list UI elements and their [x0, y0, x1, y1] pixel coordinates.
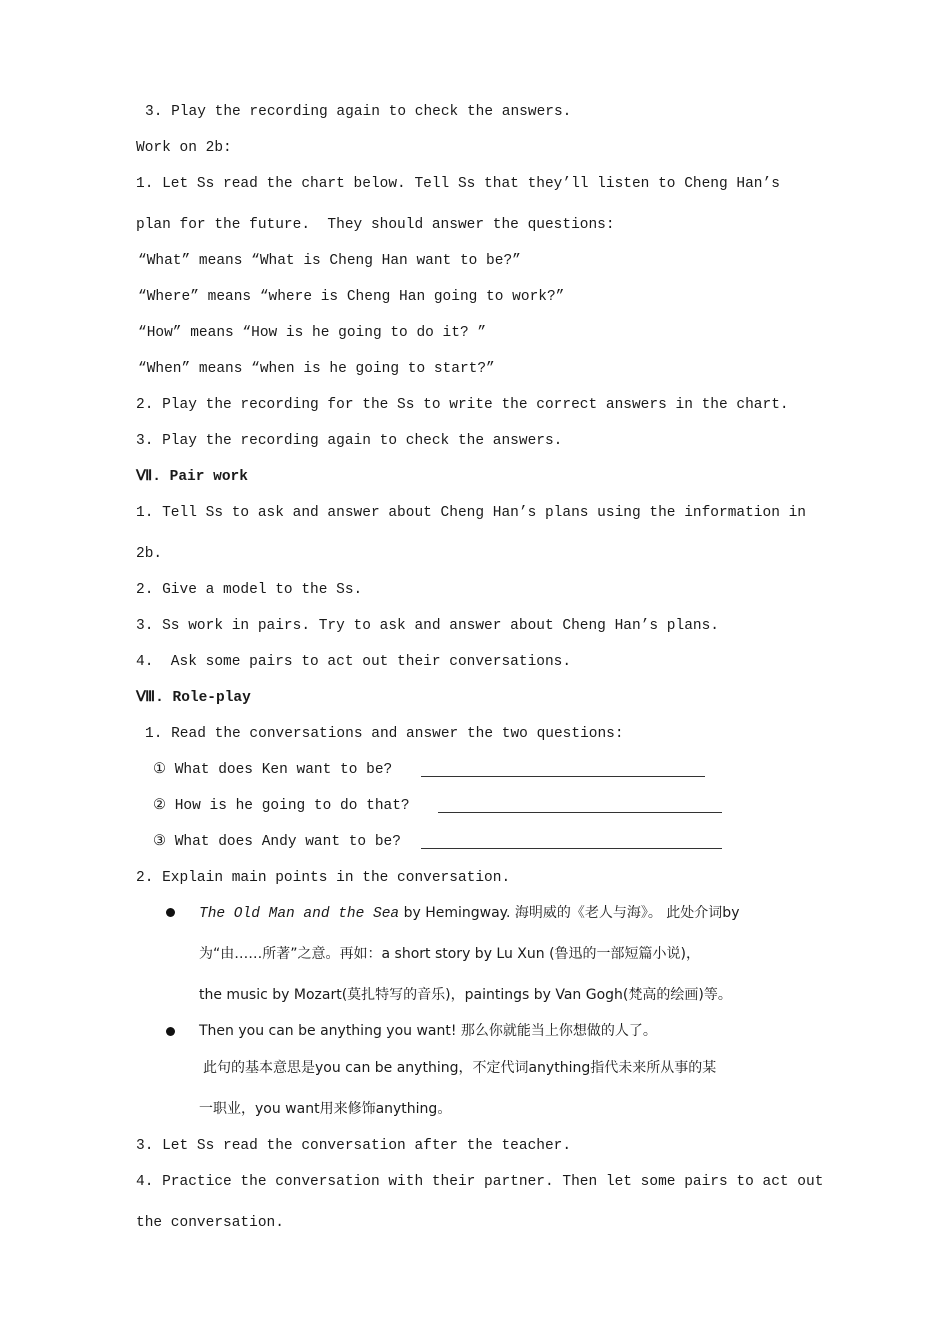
step-line: 1. Tell Ss to ask and answer about Cheng Han’s plans using the information in [136, 505, 807, 521]
step-line: 3. Play the recording again to check the answers. [145, 104, 572, 120]
step-line: 2. Explain main points in the conversation. [136, 870, 511, 886]
bullet-text: 一职业，you want用来修饰anything。 [199, 1101, 452, 1117]
question-line: “When” means “when is he going to start?” [138, 361, 495, 377]
step-line: 2b. [136, 546, 163, 562]
bullet-text: Then you can be anything you want! 那么你就能当上你想做的人了。 [199, 1023, 657, 1039]
question-item: ① What does Ken want to be? [153, 762, 393, 778]
step-line: 4. Ask some pairs to act out their conversations. [136, 654, 572, 670]
bullet-text: 此句的基本意思是you can be anything，不定代词anything指代未来所从事的某 [203, 1060, 717, 1076]
section-heading-role-play: Ⅷ. Role-play [136, 690, 251, 706]
step-line: 2. Give a model to the Ss. [136, 582, 363, 598]
bullet-text: 为“由……所著”之意。再如：a short story by Lu Xun (鲁迅的一部短篇小说)， [199, 946, 701, 962]
bullet-text [199, 903, 739, 924]
answer-blank[interactable] [438, 812, 722, 813]
bullet-icon [166, 908, 175, 917]
question-item: ② How is he going to do that? [153, 798, 410, 814]
step-line: the conversation. [136, 1215, 284, 1231]
question-item: ③ What does Andy want to be? [153, 834, 401, 850]
step-line: plan for the future. They should answer the questions: [136, 217, 615, 233]
answer-blank[interactable] [421, 776, 705, 777]
bullet-text: the music by Mozart(莫扎特写的音乐)，paintings by Van Gogh(梵高的绘画)等。 [199, 987, 732, 1003]
step-line: 3. Let Ss read the conversation after the teacher. [136, 1138, 572, 1154]
step-line: 2. Play the recording for the Ss to write the correct answers in the chart. [136, 397, 789, 413]
section-heading-pair-work: Ⅶ. Pair work [136, 469, 248, 485]
question-line: “How” means “How is he going to do it? ” [138, 325, 487, 341]
section-label: Work on 2b: [136, 140, 232, 156]
step-line: 1. Let Ss read the chart below. Tell Ss that they’ll listen to Cheng Han’s [136, 176, 780, 192]
question-line: “Where” means “where is Cheng Han going to work?” [138, 289, 565, 305]
bullet-icon [166, 1027, 175, 1036]
question-line: “What” means “What is Cheng Han want to be?” [138, 253, 521, 269]
step-line: 1. Read the conversations and answer the two questions: [145, 726, 624, 742]
book-title: The Old Man and the Sea [199, 906, 400, 922]
step-line: 3. Play the recording again to check the answers. [136, 433, 563, 449]
step-line: 4. Practice the conversation with their partner. Then let some pairs to act out [136, 1174, 824, 1190]
bullet-text-rest: by Hemingway. 海明威的《老人与海》。 此处介词by [399, 905, 740, 921]
answer-blank[interactable] [421, 848, 722, 849]
step-line: 3. Ss work in pairs. Try to ask and answer about Cheng Han’s plans. [136, 618, 719, 634]
